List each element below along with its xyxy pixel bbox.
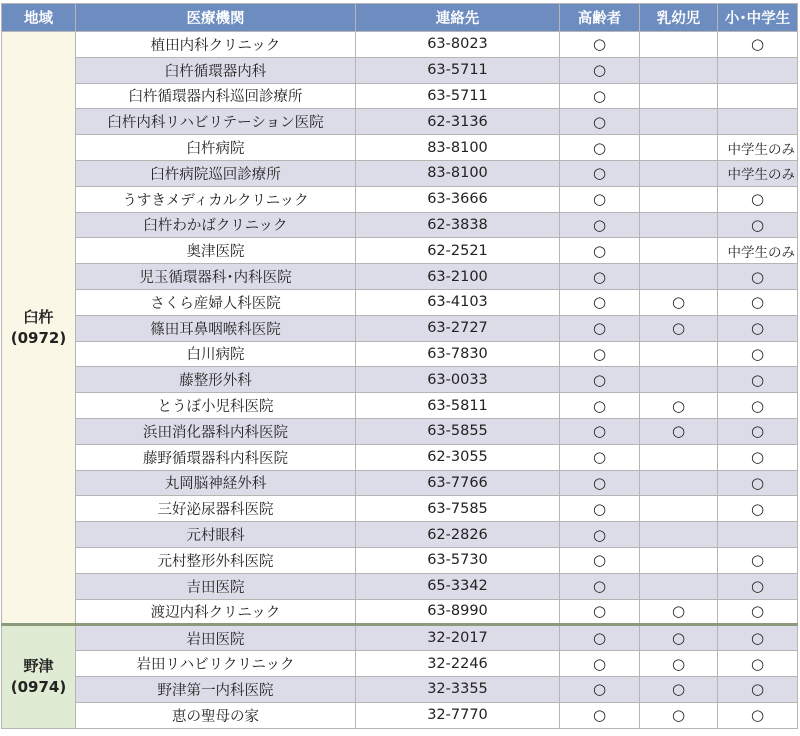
- region-name: 臼杵: [23, 307, 54, 326]
- phone-number: 63-5730: [356, 547, 560, 573]
- infant-mark: ○: [640, 418, 718, 444]
- phone-number: 63-5711: [356, 83, 560, 109]
- institution-name: 児玉循環器科･内科医院: [76, 264, 356, 290]
- infant-mark: ○: [640, 651, 718, 677]
- school-mark: ○: [718, 32, 798, 58]
- table-row: [2, 367, 798, 393]
- institution-name: 恵の聖母の家: [76, 702, 356, 728]
- table-row: [2, 83, 798, 109]
- school-mark: ○: [718, 651, 798, 677]
- table-row: [2, 573, 798, 599]
- table-row: [2, 341, 798, 367]
- school-mark: ○: [718, 341, 798, 367]
- phone-number: 62-3055: [356, 444, 560, 470]
- school-mark: ○: [718, 315, 798, 341]
- school-mark: [718, 522, 798, 548]
- elderly-mark: ○: [560, 212, 640, 238]
- infant-mark: [640, 57, 718, 83]
- header-school: 小･中学生: [718, 4, 798, 32]
- infant-mark: ○: [640, 676, 718, 702]
- phone-number: 63-0033: [356, 367, 560, 393]
- table-row: [2, 651, 798, 677]
- phone-number: 63-4103: [356, 289, 560, 315]
- institution-name: 岩田リハビリクリニック: [76, 651, 356, 677]
- header-infant: 乳幼児: [640, 4, 718, 32]
- table-row: [2, 496, 798, 522]
- school-mark: ○: [718, 186, 798, 212]
- phone-number: 62-2826: [356, 522, 560, 548]
- elderly-mark: ○: [560, 109, 640, 135]
- table-row: [2, 315, 798, 341]
- elderly-mark: ○: [560, 625, 640, 651]
- phone-number: 63-5711: [356, 57, 560, 83]
- header-contact: 連絡先: [356, 4, 560, 32]
- table-row: [2, 289, 798, 315]
- region-area-code: (0972): [10, 328, 67, 347]
- table-row: [2, 186, 798, 212]
- phone-number: 83-8100: [356, 160, 560, 186]
- table-row: [2, 522, 798, 548]
- infant-mark: [640, 212, 718, 238]
- phone-number: 63-7766: [356, 470, 560, 496]
- elderly-mark: ○: [560, 702, 640, 728]
- school-mark: ○: [718, 547, 798, 573]
- phone-number: 63-8023: [356, 32, 560, 58]
- table-row: [2, 444, 798, 470]
- school-mark: ○: [718, 496, 798, 522]
- elderly-mark: ○: [560, 135, 640, 161]
- school-mark: ○: [718, 212, 798, 238]
- infant-mark: [640, 109, 718, 135]
- institution-name: 臼杵循環器内科巡回診療所: [76, 83, 356, 109]
- elderly-mark: ○: [560, 367, 640, 393]
- table-row: [2, 160, 798, 186]
- school-mark: ○: [718, 418, 798, 444]
- header-region: 地域: [2, 4, 76, 32]
- region-area-code: (0974): [10, 677, 67, 696]
- elderly-mark: ○: [560, 573, 640, 599]
- school-mark: ○: [718, 264, 798, 290]
- infant-mark: ○: [640, 702, 718, 728]
- table-row: [2, 212, 798, 238]
- institution-name: 岩田医院: [76, 625, 356, 651]
- institution-name: 三好泌尿器科医院: [76, 496, 356, 522]
- table-row: [2, 702, 798, 728]
- table-row: [2, 238, 798, 264]
- infant-mark: ○: [640, 289, 718, 315]
- institution-name: 白川病院: [76, 341, 356, 367]
- school-mark: ○: [718, 599, 798, 625]
- infant-mark: ○: [640, 315, 718, 341]
- table-row: [2, 57, 798, 83]
- elderly-mark: ○: [560, 186, 640, 212]
- institution-name: 臼杵病院: [76, 135, 356, 161]
- institution-name: 浜田消化器科内科医院: [76, 418, 356, 444]
- infant-mark: [640, 573, 718, 599]
- table-row: [2, 625, 798, 651]
- institution-name: 植田内科クリニック: [76, 32, 356, 58]
- institution-name: 元村眼科: [76, 522, 356, 548]
- elderly-mark: ○: [560, 83, 640, 109]
- school-mark: ○: [718, 676, 798, 702]
- phone-number: 63-8990: [356, 599, 560, 625]
- infant-mark: [640, 444, 718, 470]
- phone-number: 63-2100: [356, 264, 560, 290]
- phone-number: 63-2727: [356, 315, 560, 341]
- infant-mark: [640, 238, 718, 264]
- school-mark: ○: [718, 367, 798, 393]
- institution-name: 野津第一内科医院: [76, 676, 356, 702]
- table-header: [2, 4, 798, 32]
- school-mark: 中学生のみ: [718, 160, 798, 186]
- phone-number: 32-7770: [356, 702, 560, 728]
- table-row: [2, 599, 798, 625]
- elderly-mark: ○: [560, 444, 640, 470]
- table-row: [2, 470, 798, 496]
- elderly-mark: ○: [560, 522, 640, 548]
- infant-mark: ○: [640, 599, 718, 625]
- institution-name: 藤野循環器科内科医院: [76, 444, 356, 470]
- table-row: [2, 135, 798, 161]
- infant-mark: [640, 135, 718, 161]
- elderly-mark: ○: [560, 57, 640, 83]
- elderly-mark: ○: [560, 289, 640, 315]
- clinic-table: [1, 3, 798, 729]
- phone-number: 83-8100: [356, 135, 560, 161]
- phone-number: 32-2017: [356, 625, 560, 651]
- phone-number: 63-7830: [356, 341, 560, 367]
- institution-name: 篠田耳鼻咽喉科医院: [76, 315, 356, 341]
- elderly-mark: ○: [560, 238, 640, 264]
- school-mark: 中学生のみ: [718, 238, 798, 264]
- phone-number: 65-3342: [356, 573, 560, 599]
- infant-mark: [640, 264, 718, 290]
- elderly-mark: ○: [560, 676, 640, 702]
- phone-number: 62-3136: [356, 109, 560, 135]
- elderly-mark: ○: [560, 418, 640, 444]
- institution-name: 臼杵わかばクリニック: [76, 212, 356, 238]
- infant-mark: [640, 367, 718, 393]
- header-elderly: 高齢者: [560, 4, 640, 32]
- phone-number: 63-3666: [356, 186, 560, 212]
- institution-name: 丸岡脳神経外科: [76, 470, 356, 496]
- infant-mark: ○: [640, 625, 718, 651]
- infant-mark: [640, 547, 718, 573]
- table-row: [2, 676, 798, 702]
- infant-mark: [640, 186, 718, 212]
- school-mark: ○: [718, 289, 798, 315]
- phone-number: 32-3355: [356, 676, 560, 702]
- school-mark: ○: [718, 625, 798, 651]
- region-cell: [2, 32, 76, 625]
- elderly-mark: ○: [560, 315, 640, 341]
- infant-mark: [640, 160, 718, 186]
- school-mark: ○: [718, 393, 798, 419]
- institution-name: うすきメディカルクリニック: [76, 186, 356, 212]
- institution-name: 元村整形外科医院: [76, 547, 356, 573]
- infant-mark: [640, 83, 718, 109]
- school-mark: 中学生のみ: [718, 135, 798, 161]
- elderly-mark: ○: [560, 547, 640, 573]
- table-row: [2, 32, 798, 58]
- elderly-mark: ○: [560, 496, 640, 522]
- table-row: [2, 264, 798, 290]
- institution-name: さくら産婦人科医院: [76, 289, 356, 315]
- elderly-mark: ○: [560, 160, 640, 186]
- phone-number: 32-2246: [356, 651, 560, 677]
- infant-mark: [640, 470, 718, 496]
- header-institution: 医療機関: [76, 4, 356, 32]
- school-mark: ○: [718, 470, 798, 496]
- institution-name: とうぼ小児科医院: [76, 393, 356, 419]
- table-row: [2, 547, 798, 573]
- institution-name: 臼杵病院巡回診療所: [76, 160, 356, 186]
- phone-number: 62-3838: [356, 212, 560, 238]
- institution-name: 渡辺内科クリニック: [76, 599, 356, 625]
- table-body: [2, 32, 798, 729]
- phone-number: 63-5855: [356, 418, 560, 444]
- phone-number: 62-2521: [356, 238, 560, 264]
- school-mark: ○: [718, 444, 798, 470]
- header-row: [2, 4, 798, 32]
- school-mark: ○: [718, 573, 798, 599]
- region-name: 野津: [23, 656, 54, 675]
- infant-mark: [640, 341, 718, 367]
- table-row: [2, 418, 798, 444]
- region-cell: [2, 625, 76, 728]
- institution-name: 臼杵内科リハビリテーション医院: [76, 109, 356, 135]
- institution-name: 臼杵循環器内科: [76, 57, 356, 83]
- phone-number: 63-7585: [356, 496, 560, 522]
- elderly-mark: ○: [560, 32, 640, 58]
- table-row: [2, 109, 798, 135]
- elderly-mark: ○: [560, 341, 640, 367]
- elderly-mark: ○: [560, 264, 640, 290]
- school-mark: [718, 57, 798, 83]
- elderly-mark: ○: [560, 599, 640, 625]
- school-mark: [718, 109, 798, 135]
- infant-mark: [640, 522, 718, 548]
- infant-mark: [640, 32, 718, 58]
- school-mark: ○: [718, 702, 798, 728]
- school-mark: [718, 83, 798, 109]
- infant-mark: [640, 496, 718, 522]
- institution-name: 藤整形外科: [76, 367, 356, 393]
- institution-name: 吉田医院: [76, 573, 356, 599]
- elderly-mark: ○: [560, 393, 640, 419]
- table-row: [2, 393, 798, 419]
- infant-mark: ○: [640, 393, 718, 419]
- elderly-mark: ○: [560, 470, 640, 496]
- elderly-mark: ○: [560, 651, 640, 677]
- phone-number: 63-5811: [356, 393, 560, 419]
- institution-name: 奥津医院: [76, 238, 356, 264]
